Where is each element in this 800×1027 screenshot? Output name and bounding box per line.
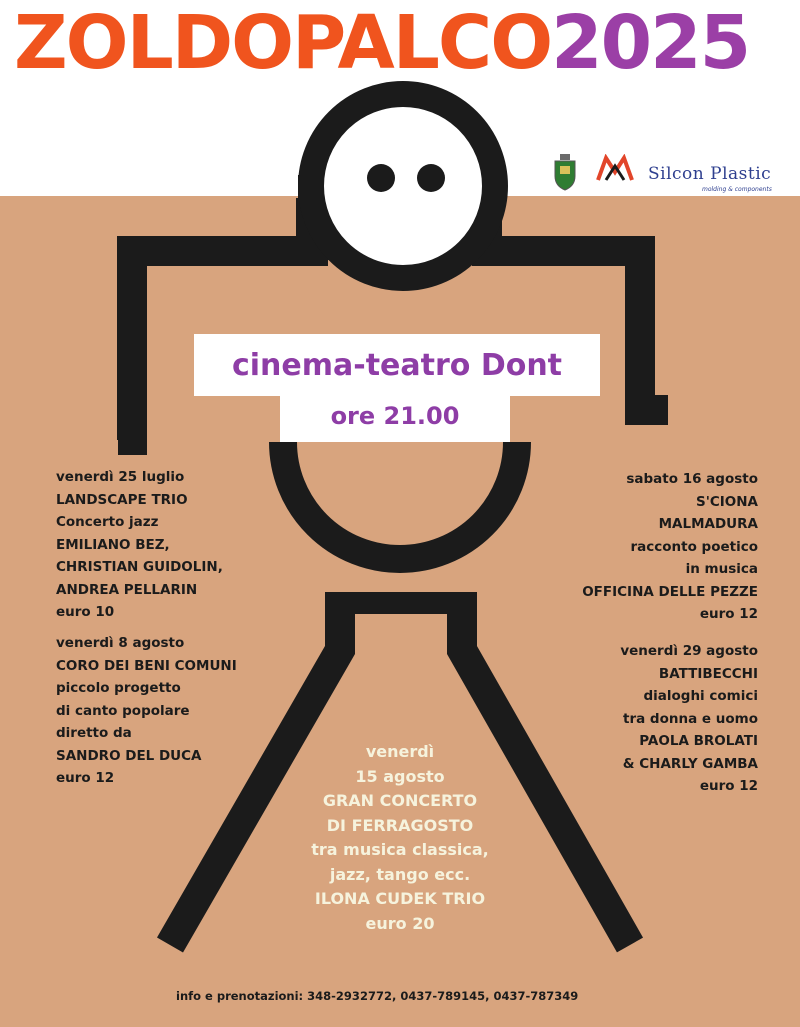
- event-price: euro 10: [56, 604, 115, 620]
- event-line: tra musica classica,: [311, 840, 489, 859]
- festival-title: [14, 0, 750, 86]
- event-line: dialoghi comici: [643, 688, 758, 704]
- event-line: in musica: [685, 561, 758, 577]
- sponsor-tagline: molding & components: [702, 186, 772, 193]
- booking-info: info e prenotazioni: 348-2932772, 0437-789145, 0437-787349: [176, 989, 579, 1003]
- event-price: euro 12: [699, 778, 758, 794]
- event-line: PAOLA BROLATI: [639, 733, 758, 749]
- event-title: CORO DEI BENI COMUNI: [56, 657, 237, 674]
- event-date: venerdì: [365, 742, 435, 761]
- event-line: & CHARLY GAMBA: [622, 755, 758, 772]
- event-title: MALMADURA: [658, 516, 758, 532]
- eye-left-icon: [367, 164, 395, 192]
- event-date: venerdì 8 agosto: [56, 635, 185, 651]
- event-line: piccolo progetto: [56, 680, 181, 696]
- eye-right-icon: [417, 164, 445, 192]
- event-date: venerdì 25 luglio: [56, 469, 185, 485]
- hips: [325, 592, 477, 614]
- event-price: euro 12: [699, 606, 758, 622]
- event-title: DI FERRAGOSTO: [326, 815, 474, 835]
- event-title: S'CIONA: [695, 493, 758, 510]
- event-date: venerdì 29 agosto: [620, 643, 758, 659]
- sponsor-brand-name: Silcon Plastic: [648, 164, 772, 184]
- show-time: ore 21.00: [330, 402, 460, 430]
- title-year: 2025: [551, 0, 750, 86]
- event-line: Concerto jazz: [56, 514, 159, 530]
- event-price: euro 20: [365, 913, 435, 933]
- title-name: ZOLDOPALCO: [14, 0, 552, 86]
- torso-arc: [283, 442, 517, 559]
- event-block: [582, 468, 758, 626]
- event-line: EMILIANO BEZ,: [56, 536, 170, 553]
- m-logo-icon: [596, 154, 634, 182]
- event-title: LANDSCAPE TRIO: [56, 491, 188, 508]
- event-line: tra donna e uomo: [623, 710, 758, 727]
- venue-name: cinema-teatro Dont: [231, 348, 563, 383]
- head: [311, 94, 495, 278]
- event-line: SANDRO DEL DUCA: [56, 747, 202, 764]
- event-line: ANDREA PELLARIN: [56, 581, 198, 598]
- municipal-crest-icon: [552, 152, 578, 192]
- event-line: OFFICINA DELLE PEZZE: [582, 583, 758, 600]
- event-line: ILONA CUDEK TRIO: [314, 889, 486, 908]
- event-line: diretto da: [56, 725, 132, 741]
- event-line: racconto poetico: [630, 538, 758, 555]
- event-title: GRAN CONCERTO: [322, 791, 478, 810]
- event-block: [56, 632, 237, 790]
- event-block-featured: [250, 740, 550, 936]
- event-date: sabato 16 agosto: [626, 471, 758, 487]
- time-box: [280, 394, 510, 442]
- event-date: 15 agosto: [355, 766, 445, 786]
- event-title: BATTIBECCHI: [658, 665, 758, 682]
- venue-box: [194, 334, 600, 396]
- event-block: [56, 466, 223, 624]
- event-price: euro 12: [56, 770, 115, 786]
- event-line: di canto popolare: [56, 702, 190, 719]
- event-line: jazz, tango ecc.: [329, 864, 471, 884]
- event-line: CHRISTIAN GUIDOLIN,: [56, 559, 223, 575]
- event-block: [620, 640, 758, 798]
- sponsor-logos: [548, 148, 788, 200]
